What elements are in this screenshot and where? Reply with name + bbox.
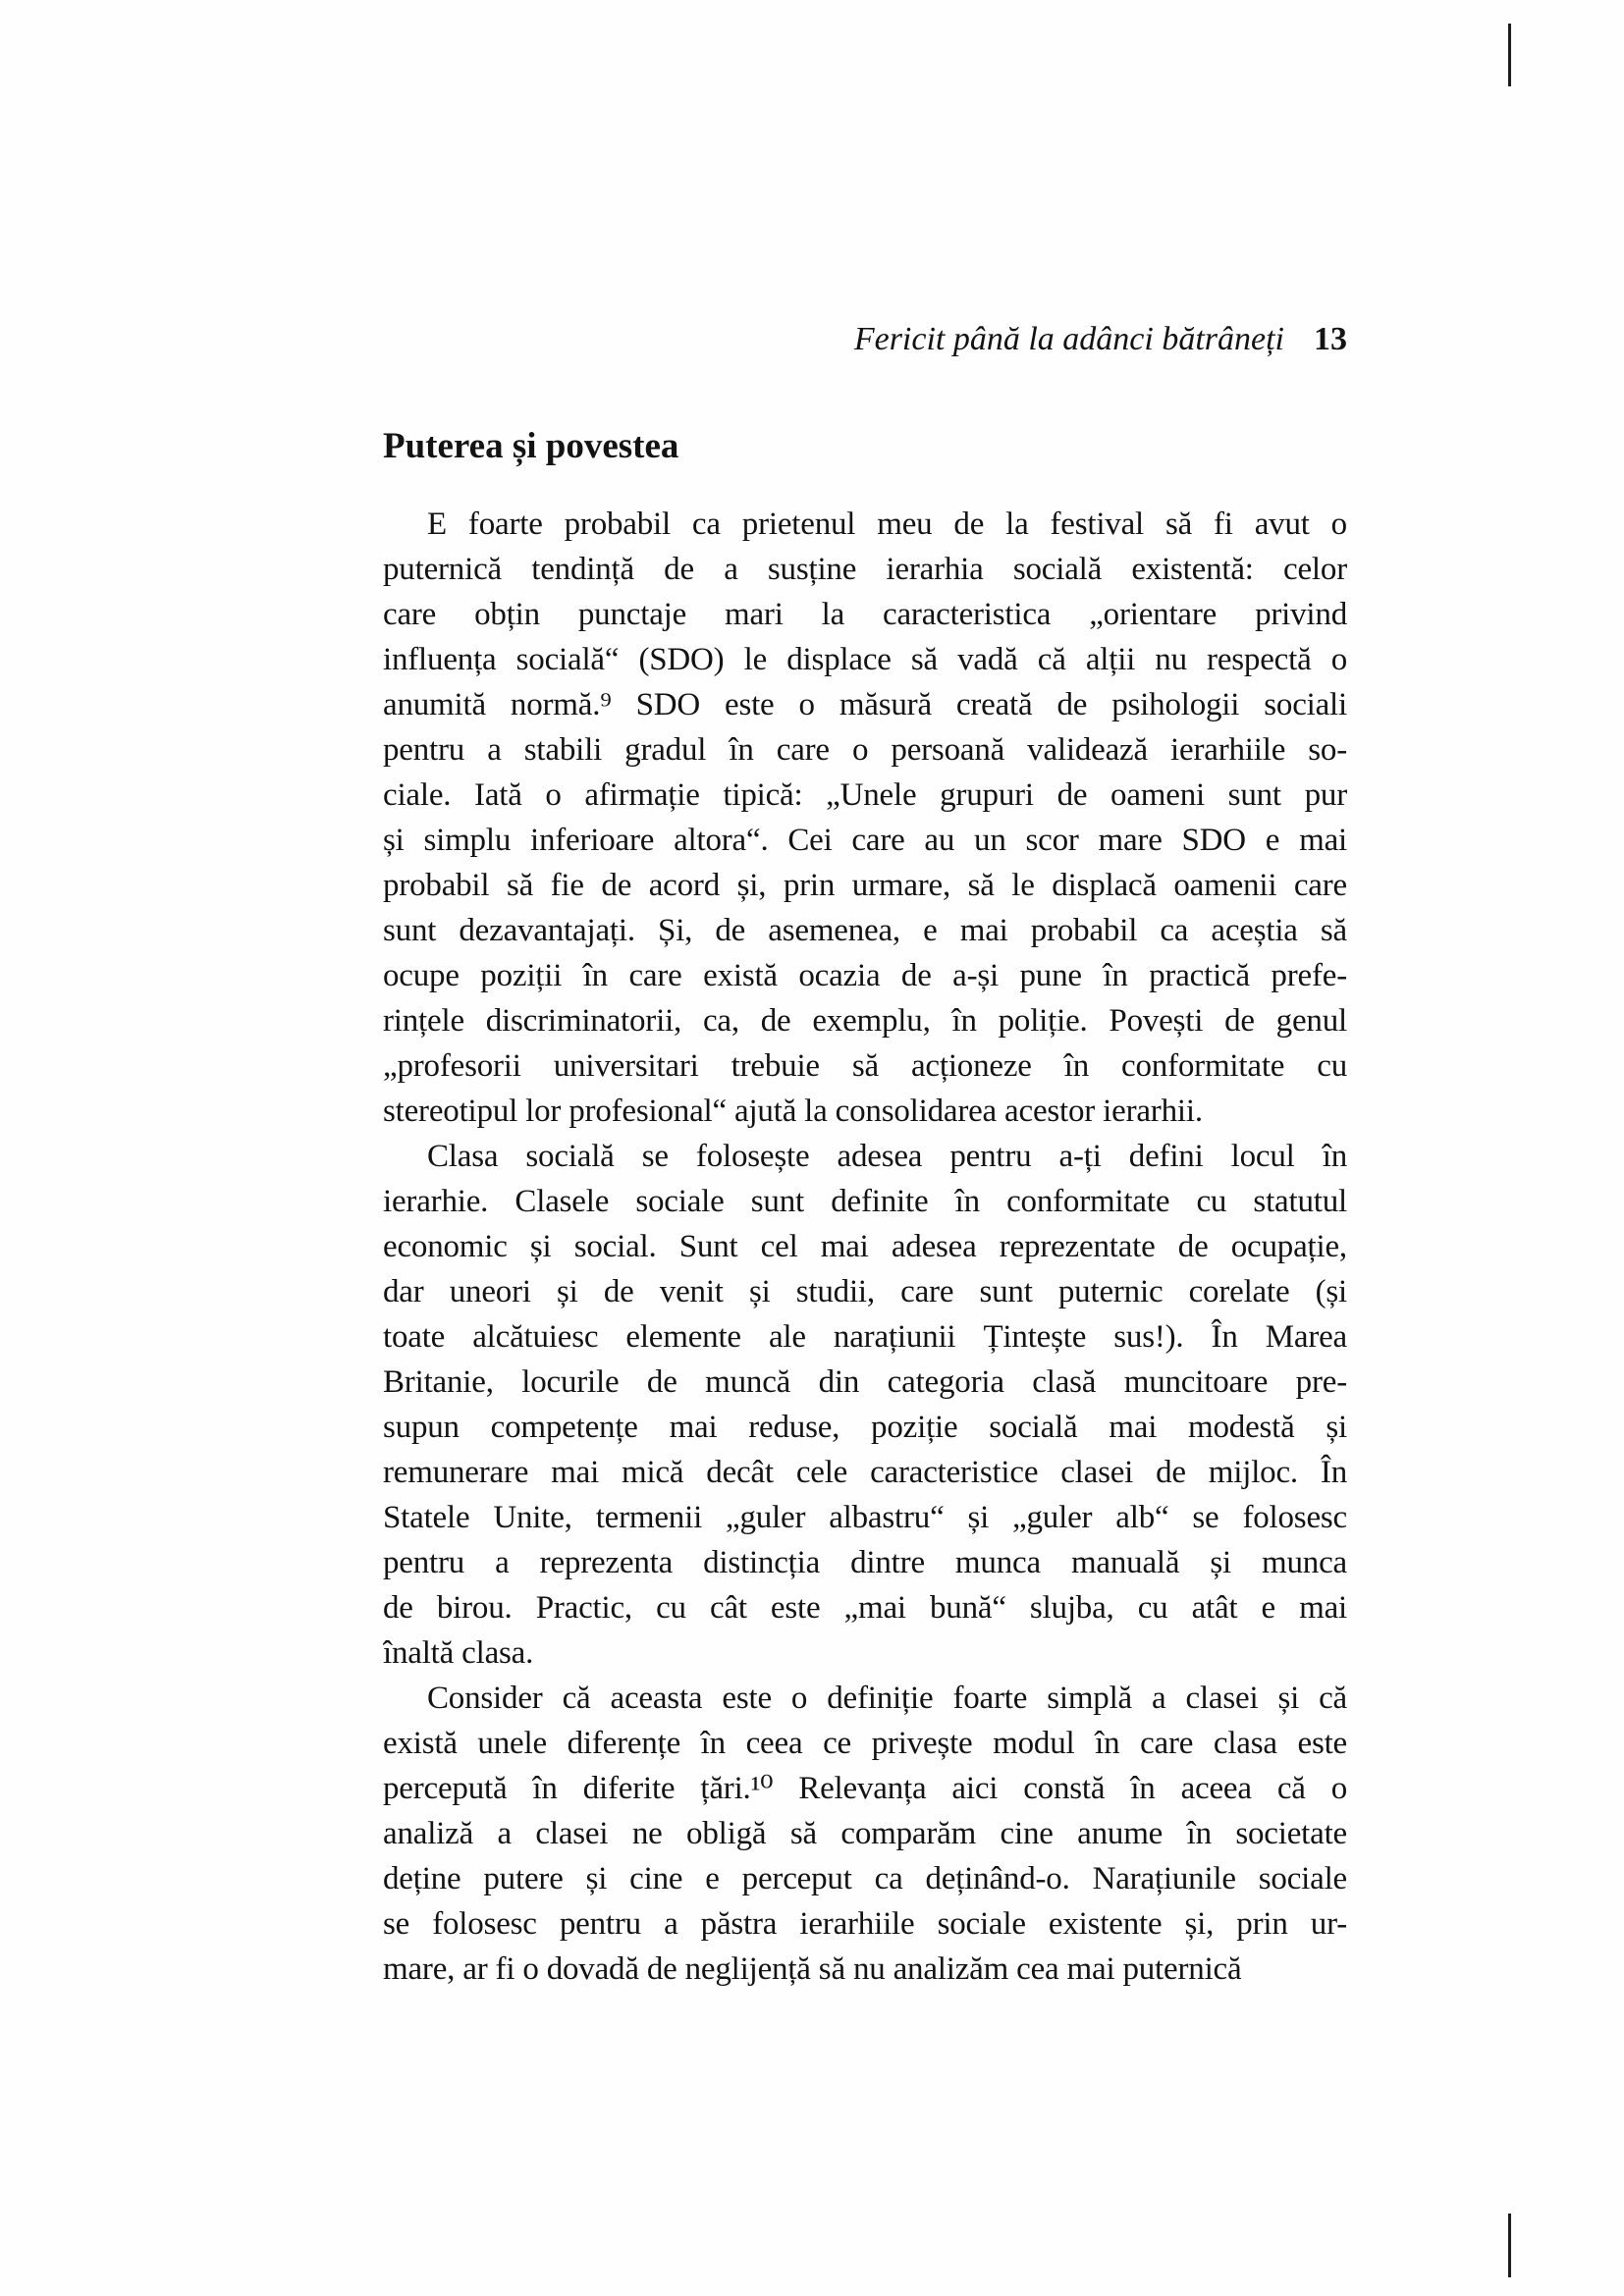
section-heading: Puterea și povestea — [383, 426, 679, 466]
body-line: de birou. Practic, cu cât este „mai bună“ slujba, cu atât e mai — [383, 1590, 1347, 1626]
body-line: rințele discriminatorii, ca, de exemplu, în poliție. Povești de genul — [383, 1003, 1347, 1039]
body-line: percepută în diferite țări.¹⁰ Relevanța aici constă în aceea că o — [383, 1771, 1347, 1806]
body-line: remunerare mai mică decât cele caracteristice clasei de mijloc. În — [383, 1455, 1347, 1490]
body-line: înaltă clasa. — [383, 1635, 534, 1671]
body-line: stereotipul lor profesional“ ajută la consolidarea acestor ierarhii. — [383, 1094, 1203, 1129]
crop-mark-top — [1508, 24, 1511, 86]
body-line: ciale. Iată o afirmație tipică: „Unele grupuri de oameni sunt pur — [383, 777, 1347, 813]
paragraph — [383, 1134, 1347, 1676]
body-line: și simplu inferioare altora“. Cei care au un scor mare SDO e mai — [383, 823, 1347, 858]
body-line: influența socială“ (SDO) le displace să vadă că alții nu respectă o — [383, 642, 1347, 677]
body-line: pentru a stabili gradul în care o persoană validează ierarhiile so- — [383, 732, 1347, 768]
body-line: Clasa socială se folosește adesea pentru a-ți defini locul în — [427, 1139, 1347, 1174]
body-line: există unele diferențe în ceea ce privește modul în care clasa este — [383, 1726, 1347, 1761]
paragraph — [383, 1676, 1347, 1992]
body-line: toate alcătuiesc elemente ale narațiunii Țintește sus!). În Marea — [383, 1319, 1347, 1355]
body-line: probabil să fie de acord și, prin urmare, să le displacă oamenii care — [383, 868, 1347, 903]
body-line: Statele Unite, termenii „guler albastru“ și „guler alb“ se folosesc — [383, 1500, 1347, 1535]
page-number: 13 — [1314, 321, 1347, 357]
body-line: anumită normă.⁹ SDO este o măsură creată de psihologii sociali — [383, 687, 1347, 722]
crop-mark-bottom — [1508, 2214, 1511, 2277]
body-line: se folosesc pentru a păstra ierarhiile sociale existente și, prin ur- — [383, 1906, 1347, 1942]
body-line: supun competențe mai reduse, poziție socială mai modestă și — [383, 1410, 1347, 1445]
body-line: care obțin punctaje mari la caracteristica „orientare privind — [383, 597, 1347, 632]
body-line: E foarte probabil ca prietenul meu de la festival să fi avut o — [427, 507, 1347, 542]
body-line: sunt dezavantajați. Și, de asemenea, e mai probabil ca aceștia să — [383, 913, 1347, 948]
body-line: dar uneori și de venit și studii, care sunt puternic corelate (și — [383, 1274, 1347, 1309]
body-line: Consider că aceasta este o definiție foarte simplă a clasei și că — [427, 1681, 1347, 1716]
body-line: ocupe poziții în care există ocazia de a-și pune în practică prefe- — [383, 958, 1347, 993]
paragraph — [383, 502, 1347, 1134]
running-head — [383, 320, 1347, 359]
body-line: ierarhie. Clasele sociale sunt definite în conformitate cu statutul — [383, 1184, 1347, 1219]
body-line: Britanie, locurile de muncă din categoria clasă muncitoare pre- — [383, 1364, 1347, 1400]
body-line: puternică tendință de a susține ierarhia socială existentă: celor — [383, 552, 1347, 587]
body-text — [383, 502, 1347, 1992]
body-line: analiză a clasei ne obligă să comparăm cine anume în societate — [383, 1816, 1347, 1851]
body-line: mare, ar fi o dovadă de neglijență să nu analizăm cea mai puternică — [383, 1951, 1242, 1987]
body-line: deține putere și cine e perceput ca deținând-o. Narațiunile sociale — [383, 1861, 1347, 1896]
running-head-title: Fericit până la adânci bătrâneți — [853, 321, 1284, 357]
body-line: „profesorii universitari trebuie să acționeze în conformitate cu — [383, 1048, 1347, 1084]
text-block — [383, 320, 1347, 1992]
body-line: economic și social. Sunt cel mai adesea reprezentate de ocupație, — [383, 1229, 1347, 1264]
body-line: pentru a reprezenta distincția dintre munca manuală și munca — [383, 1545, 1347, 1580]
